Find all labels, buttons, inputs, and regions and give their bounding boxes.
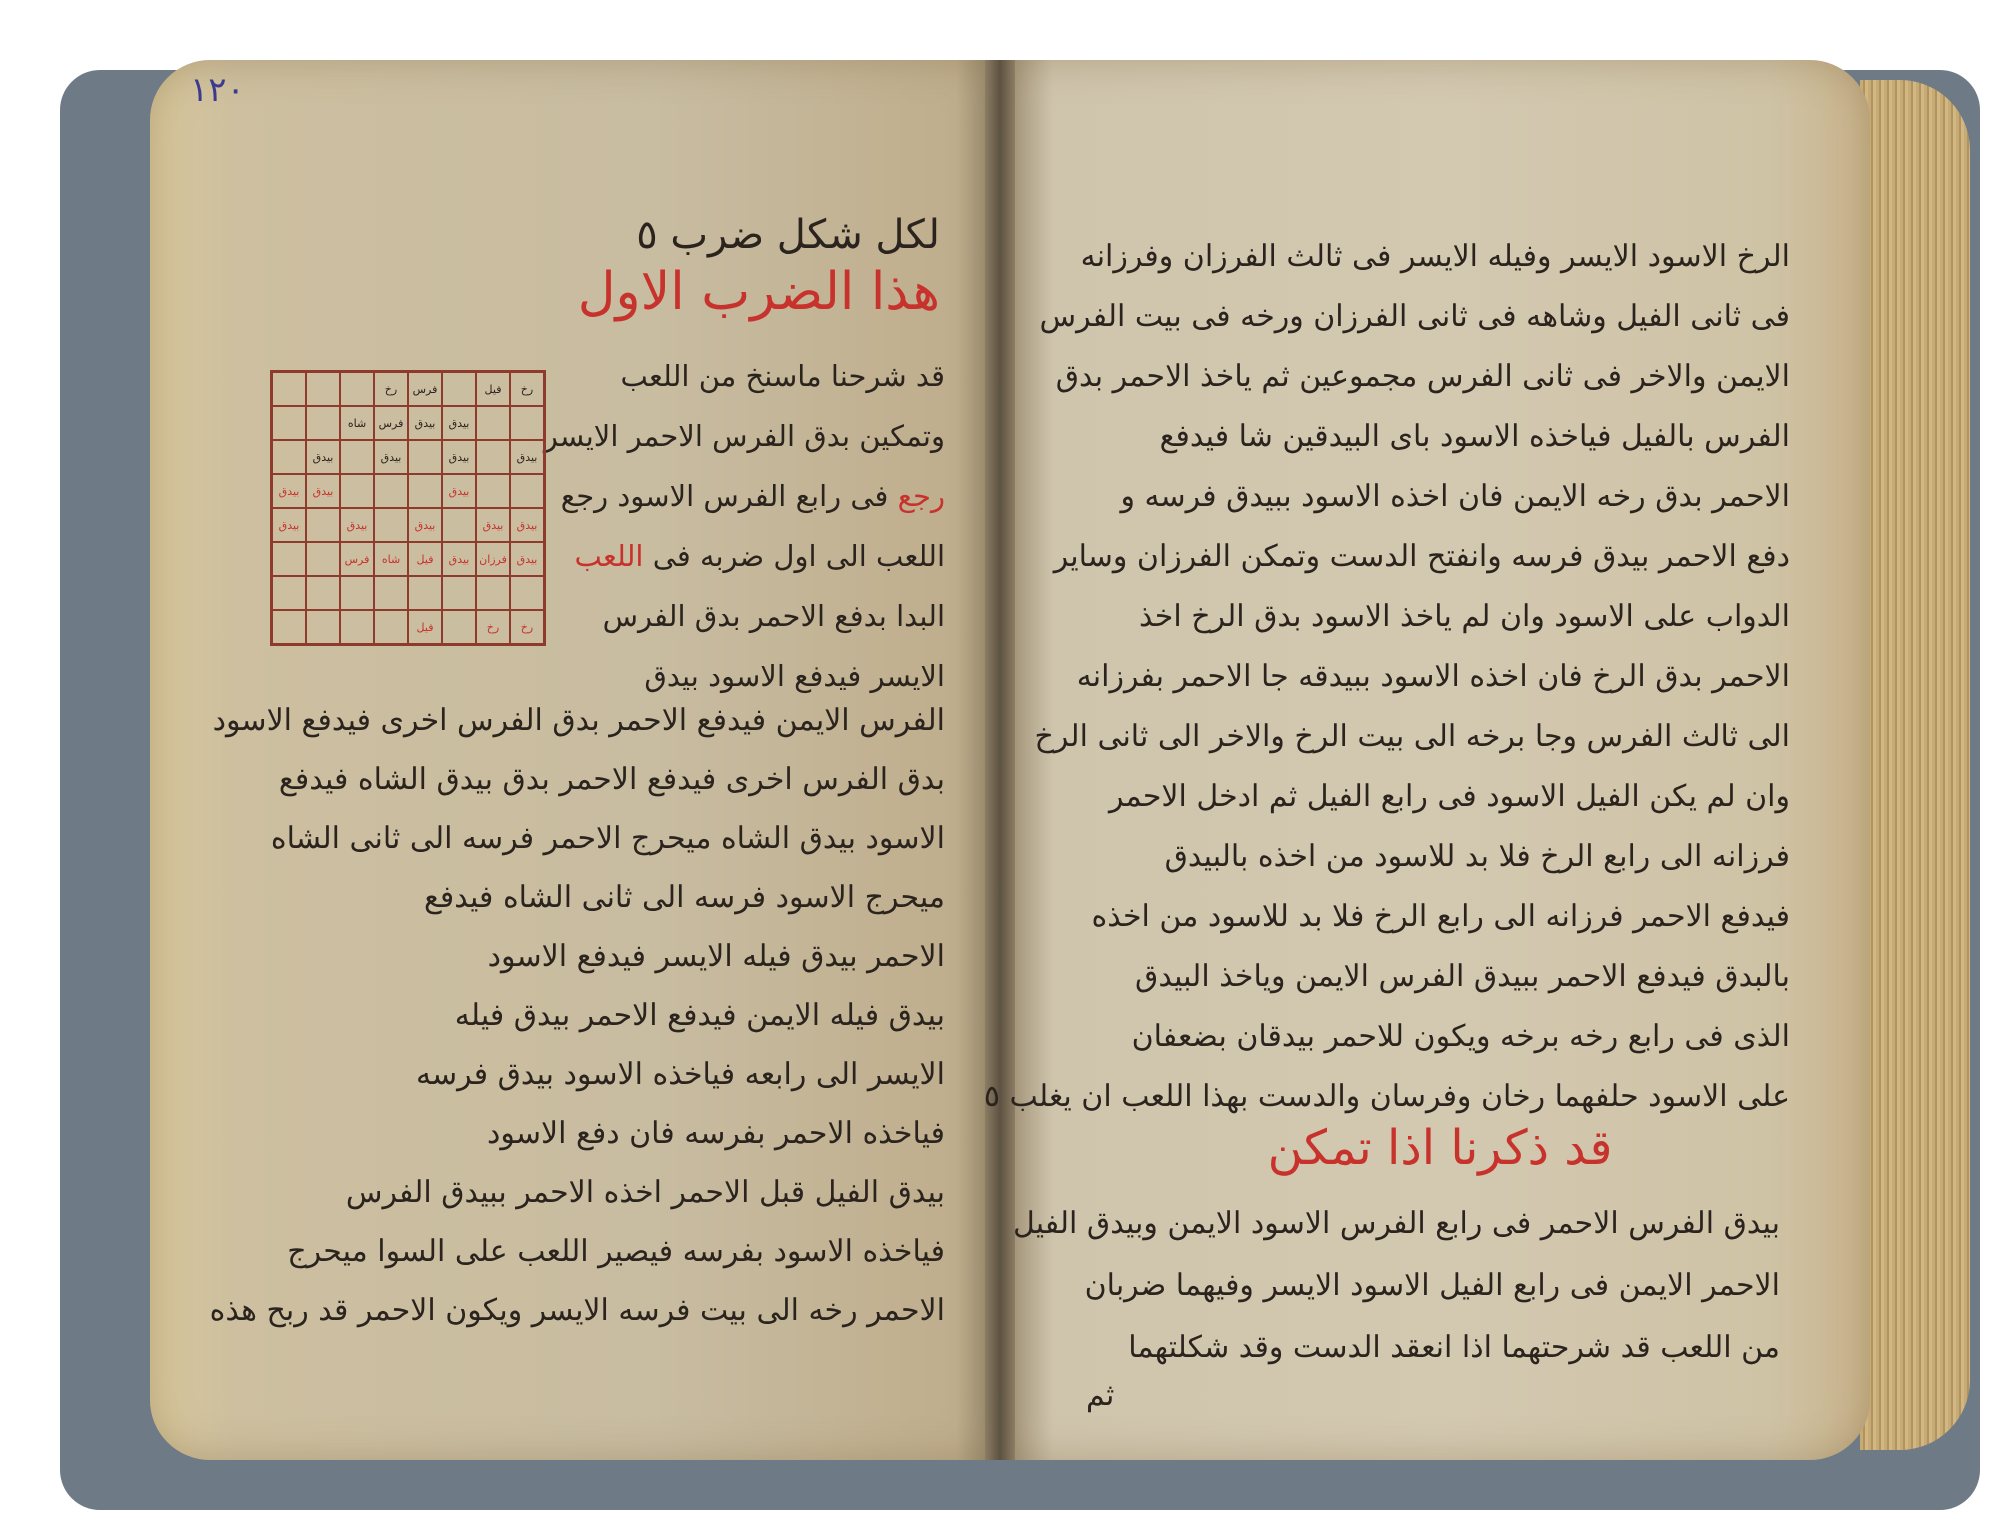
left-text-block	[209, 692, 945, 1341]
right-header-red: قد ذكرنا اذا تمكن	[1267, 1120, 1613, 1176]
board-square	[374, 610, 408, 644]
board-square	[408, 576, 442, 610]
text-line: فيدفع الاحمر فرزانه الى رابع الرخ فلا بد للاسود من اخذه	[1091, 899, 1790, 934]
text-line: بيدق الفرس الاحمر فى رابع الفرس الاسود الايمن وبيدق الفيل	[1012, 1206, 1780, 1241]
left-header-red: هذا الضرب الاول	[577, 262, 940, 322]
board-square	[306, 610, 340, 644]
text-line: فياخذه الاسود بفرسه فيصير اللعب على السوا ميحرج	[287, 1234, 945, 1269]
right-bottom-text-block	[1012, 1195, 1780, 1381]
board-square: فيل	[408, 610, 442, 644]
board-square: شاه	[340, 406, 374, 440]
text-line: الرخ الاسود الايسر وفيله الايسر فى ثالث الفرزان وفرزانه	[1080, 239, 1790, 274]
text-line: بيدق الفيل قبل الاحمر اخذه الاحمر ببيدق الفرس	[345, 1175, 945, 1210]
left-header-small: لكل شكل ضرب ٥	[636, 212, 940, 258]
text-line: فى ثانى الفيل وشاهه فى ثانى الفرزان ورخه فى بيت الفرس	[1039, 299, 1790, 334]
text-line: على الاسود حلفهما رخان وفرسان والدست بهذا اللعب ان يغلب ٥	[983, 1079, 1790, 1114]
red-word: اللعب	[574, 539, 644, 573]
text-line: الفرس الايمن فيدفع الاحمر بدق الفرس اخرى فيدفع الاسود	[212, 703, 945, 738]
board-square	[408, 474, 442, 508]
text-line: الاحمر بدق الرخ فان اخذه الاسود ببيدقه جا الاحمر بفرزانه	[1076, 659, 1790, 694]
board-square: بيدق	[442, 440, 476, 474]
board-square: بيدق	[306, 474, 340, 508]
board-square: بيدق	[374, 440, 408, 474]
text-line: ميحرج الاسود فرسه الى ثانى الشاه فيدفع	[423, 880, 945, 915]
text-line: الايمن والاخر فى ثانى الفرس مجموعين ثم ياخذ الاحمر بدق	[1055, 359, 1790, 394]
board-square	[510, 474, 544, 508]
board-square	[272, 406, 306, 440]
board-square	[374, 508, 408, 542]
board-square	[272, 576, 306, 610]
board-square	[340, 610, 374, 644]
board-square	[442, 576, 476, 610]
text-line: الايسر الى رابعه فياخذه الاسود بيدق فرسه	[415, 1057, 945, 1092]
board-square: فرس	[374, 406, 408, 440]
board-square: بيدق	[510, 508, 544, 542]
red-word: رجع	[897, 479, 945, 513]
board-square: رخ	[476, 610, 510, 644]
folio-number: ١٢٠	[190, 70, 245, 110]
board-square	[374, 474, 408, 508]
board-square: فرس	[340, 542, 374, 576]
text-line	[555, 528, 945, 588]
board-square	[306, 406, 340, 440]
text-line: الدواب على الاسود وان لم ياخذ الاسود بدق الرخ اخذ	[1139, 599, 1790, 634]
board-square: بيدق	[272, 508, 306, 542]
board-square	[340, 576, 374, 610]
board-square: رخ	[374, 372, 408, 406]
board-square	[408, 440, 442, 474]
board-square: فيل	[476, 372, 510, 406]
text-line: الاحمر الايمن فى رابع الفيل الاسود الايسر وفيهما ضربان	[1084, 1268, 1780, 1303]
board-square	[442, 610, 476, 644]
page-edges	[1860, 80, 1970, 1450]
board-square	[272, 372, 306, 406]
board-square	[340, 474, 374, 508]
text-line: الاحمر رخه الى بيت فرسه الايسر ويكون الاحمر قد ربح هذه	[209, 1293, 945, 1328]
board-square: بيدق	[442, 474, 476, 508]
board-square: رخ	[510, 610, 544, 644]
board-square: بيدق	[442, 542, 476, 576]
text-line: دفع الاحمر بيدق فرسه وانفتح الدست وتمكن الفرزان وساير	[1053, 539, 1790, 574]
right-text-block	[983, 228, 1790, 1128]
text-line: وتمكين بدق الفرس الاحمر الايسر	[543, 419, 945, 453]
text-line: الفرس بالفيل فياخذه الاسود باى البيدقين شا فيدفع	[1159, 419, 1790, 454]
chess-diagram	[270, 370, 546, 646]
text-line: الاحمر بدق رخه الايمن فان اخذه الاسود ببيدق فرسه و	[1120, 479, 1790, 514]
board-square	[510, 576, 544, 610]
board-square: بيدق	[272, 474, 306, 508]
board-square	[272, 440, 306, 474]
board-square: بيدق	[442, 406, 476, 440]
left-top-text-block	[543, 348, 945, 708]
board-square: فرس	[408, 372, 442, 406]
board-square	[306, 576, 340, 610]
board-square: بيدق	[340, 508, 374, 542]
board-square	[374, 576, 408, 610]
text-line: البدا بدفع الاحمر بدق الفرس	[602, 599, 945, 633]
catchword: ثم	[1086, 1378, 1115, 1413]
board-square: رخ	[510, 372, 544, 406]
board-square	[306, 508, 340, 542]
board-square	[510, 406, 544, 440]
board-square	[476, 576, 510, 610]
text-line: من اللعب قد شرحتهما اذا انعقد الدست وقد شكلتهما	[1128, 1330, 1780, 1365]
text-line: الاحمر بيدق فيله الايسر فيدفع الاسود	[487, 939, 945, 974]
text-line: الى ثالث الفرس وجا برخه الى بيت الرخ والاخر الى ثانى الرخ	[1034, 719, 1790, 754]
board-square	[272, 542, 306, 576]
board-square: بيدق	[408, 406, 442, 440]
text-line: الاسود بيدق الشاه ميحرج الاحمر فرسه الى ثانى الشاه	[270, 821, 945, 856]
book-gutter	[985, 60, 1015, 1460]
board-square	[442, 372, 476, 406]
board-square	[306, 542, 340, 576]
board-square: بيدق	[408, 508, 442, 542]
board-square	[306, 372, 340, 406]
board-square: بيدق	[510, 542, 544, 576]
text-line: فياخذه الاحمر بفرسه فان دفع الاسود	[486, 1116, 945, 1151]
board-square	[442, 508, 476, 542]
text-line: بيدق فيله الايمن فيدفع الاحمر بيدق فيله	[454, 998, 945, 1033]
text-line: فرزانه الى رابع الرخ فلا بد للاسود من اخذه بالبيدق	[1164, 839, 1790, 874]
board-square	[476, 440, 510, 474]
board-square	[340, 372, 374, 406]
text-line: الايسر فيدفع الاسود بيدق	[644, 659, 945, 693]
board-square: بيدق	[510, 440, 544, 474]
board-square	[476, 406, 510, 440]
text-line: بدق الفرس اخرى فيدفع الاحمر بدق بيدق الشاه فيدفع	[278, 762, 945, 797]
text-line: وان لم يكن الفيل الاسود فى رابع الفيل ثم ادخل الاحمر	[1108, 779, 1790, 814]
text-line	[555, 468, 945, 528]
text-fragment: فى رابع الفرس الاسود رجع	[560, 479, 889, 513]
board-square: فرزان	[476, 542, 510, 576]
text-line: قد شرحنا ماسنخ من اللعب	[620, 359, 945, 393]
board-square: بيدق	[306, 440, 340, 474]
board-square	[340, 440, 374, 474]
text-line: بالبدق فيدفع الاحمر ببيدق الفرس الايمن وياخذ البيدق	[1135, 959, 1790, 994]
board-square: فيل	[408, 542, 442, 576]
board-square	[476, 474, 510, 508]
text-fragment: اللعب الى اول ضربه فى	[652, 539, 945, 573]
board-square: شاه	[374, 542, 408, 576]
board-square: بيدق	[476, 508, 510, 542]
board-square	[272, 610, 306, 644]
text-line: الذى فى رابع رخه برخه ويكون للاحمر بيدقان بضعفان	[1131, 1019, 1790, 1054]
